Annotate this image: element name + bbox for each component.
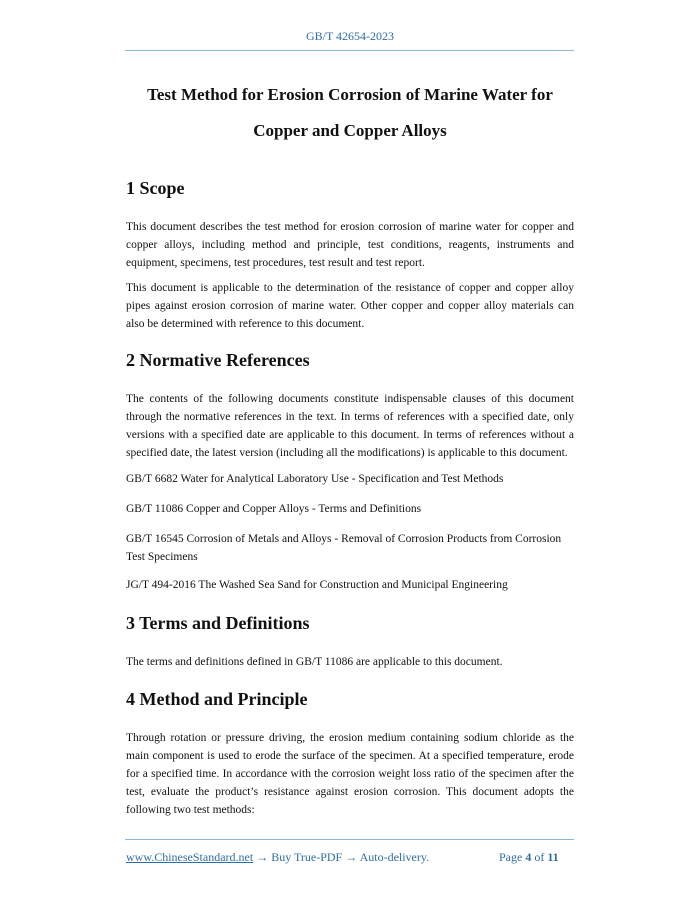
normative-intro-paragraph: The contents of the following documents constitute indispensable clauses of this document through the normative references in the text. In terms of references with a specified date, only versions with a specified date are applicable to this document. In terms of references without a specified date, the latest version (including all the modifications) is applicable to this document. [126,393,574,459]
site-link[interactable]: www.ChineseStandard.net [126,850,254,864]
method-paragraph: Through rotation or pressure driving, the erosion medium containing sodium chloride as the main component is used to erode the surface of the specimen. At a specified temperature, erode for a specified time. In accordance with the corrosion weight loss ratio of the specimen after the test, evaluate the product’s resistance against erosion corrosion. This document adopts the following two test methods: [126,732,574,816]
reference-item: GB/T 11086 Copper and Copper Alloys - Terms and Definitions [126,503,422,515]
section-heading-method: 4 Method and Principle [126,689,308,709]
current-page-number: 4 [525,850,532,864]
terms-paragraph: The terms and definitions defined in GB/T 11086 are applicable to this document. [126,656,503,668]
header-divider [125,50,574,51]
document-title [100,77,600,149]
standard-code-header: GB/T 42654-2023 [305,29,395,43]
reference-item: GB/T 6682 Water for Analytical Laboratory Use - Specification and Test Methods [126,473,504,485]
page-indicator [499,850,559,865]
reference-item: JG/T 494-2016 The Washed Sea Sand for Construction and Municipal Engineering [126,579,508,591]
scope-paragraph-2: This document is applicable to the determination of the resistance of copper and copper alloy pipes against erosion corrosion of marine water. Other copper and copper alloy materials can also be determined with reference to this document. [126,282,574,330]
footer-link[interactable] [126,850,429,865]
title-line-1: Test Method for Erosion Corrosion of Marine Water for [147,85,553,104]
page-word: Page [499,850,523,864]
footer-divider [125,839,574,840]
section-heading-terms: 3 Terms and Definitions [126,613,310,633]
section-heading-scope: 1 Scope [126,178,185,198]
total-page-number: 11 [547,850,559,864]
buy-link-text[interactable]: → Buy True-PDF → Auto-delivery. [256,850,430,864]
scope-paragraph-1: This document describes the test method for erosion corrosion of marine water for copper and copper alloys, including method and principle, test conditions, reagents, instruments and equipment, specimens, test procedures, test result and test report. [126,221,574,269]
title-line-2: Copper and Copper Alloys [253,121,447,140]
section-heading-normative-references: 2 Normative References [126,350,310,370]
page-of-word: of [534,850,545,864]
reference-item: GB/T 16545 Corrosion of Metals and Alloys - Removal of Corrosion Products from Corrosion Test Specimens [126,533,562,563]
